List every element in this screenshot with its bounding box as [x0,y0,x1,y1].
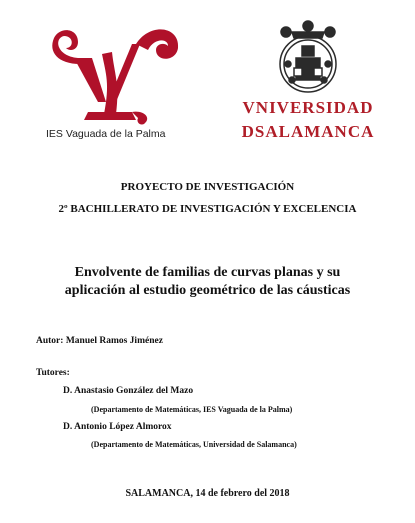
usal-logo-line1: VNIVERSIDAD [242,98,374,117]
document-title [0,264,415,300]
ies-logo [40,14,190,149]
tutor-name: D. Antonio López Almorox [63,422,172,432]
ies-logo-label: IES Vaguada de la Palma [46,128,166,140]
title-line-1: Envolvente de familias de curvas planas y su [74,265,341,280]
tutor-name: D. Anastasio González del Mazo [63,386,194,396]
usal-logo-line2: DSALAMANCA [241,122,375,141]
university-crest-icon [228,18,388,96]
usal-logo [228,18,388,148]
title-line-2: aplicación al estudio geométrico de las cáusticas [64,283,351,298]
bachillerato-heading: 2º BACHILLERATO DE INVESTIGACIÓN Y EXCELENCIA [58,203,357,215]
place-date: SALAMANCA, 14 de febrero del 2018 [125,488,290,499]
author: Autor: Manuel Ramos Jiménez [36,336,163,346]
project-heading: PROYECTO DE INVESTIGACIÓN [120,181,295,193]
tutor-department: (Departamento de Matemáticas, IES Vaguada de la Palma) [91,405,293,414]
tutor-department: (Departamento de Matemáticas, Universidad de Salamanca) [91,440,297,449]
tutors-heading: Tutores: [36,368,70,378]
ies-emblem-icon [40,14,190,129]
